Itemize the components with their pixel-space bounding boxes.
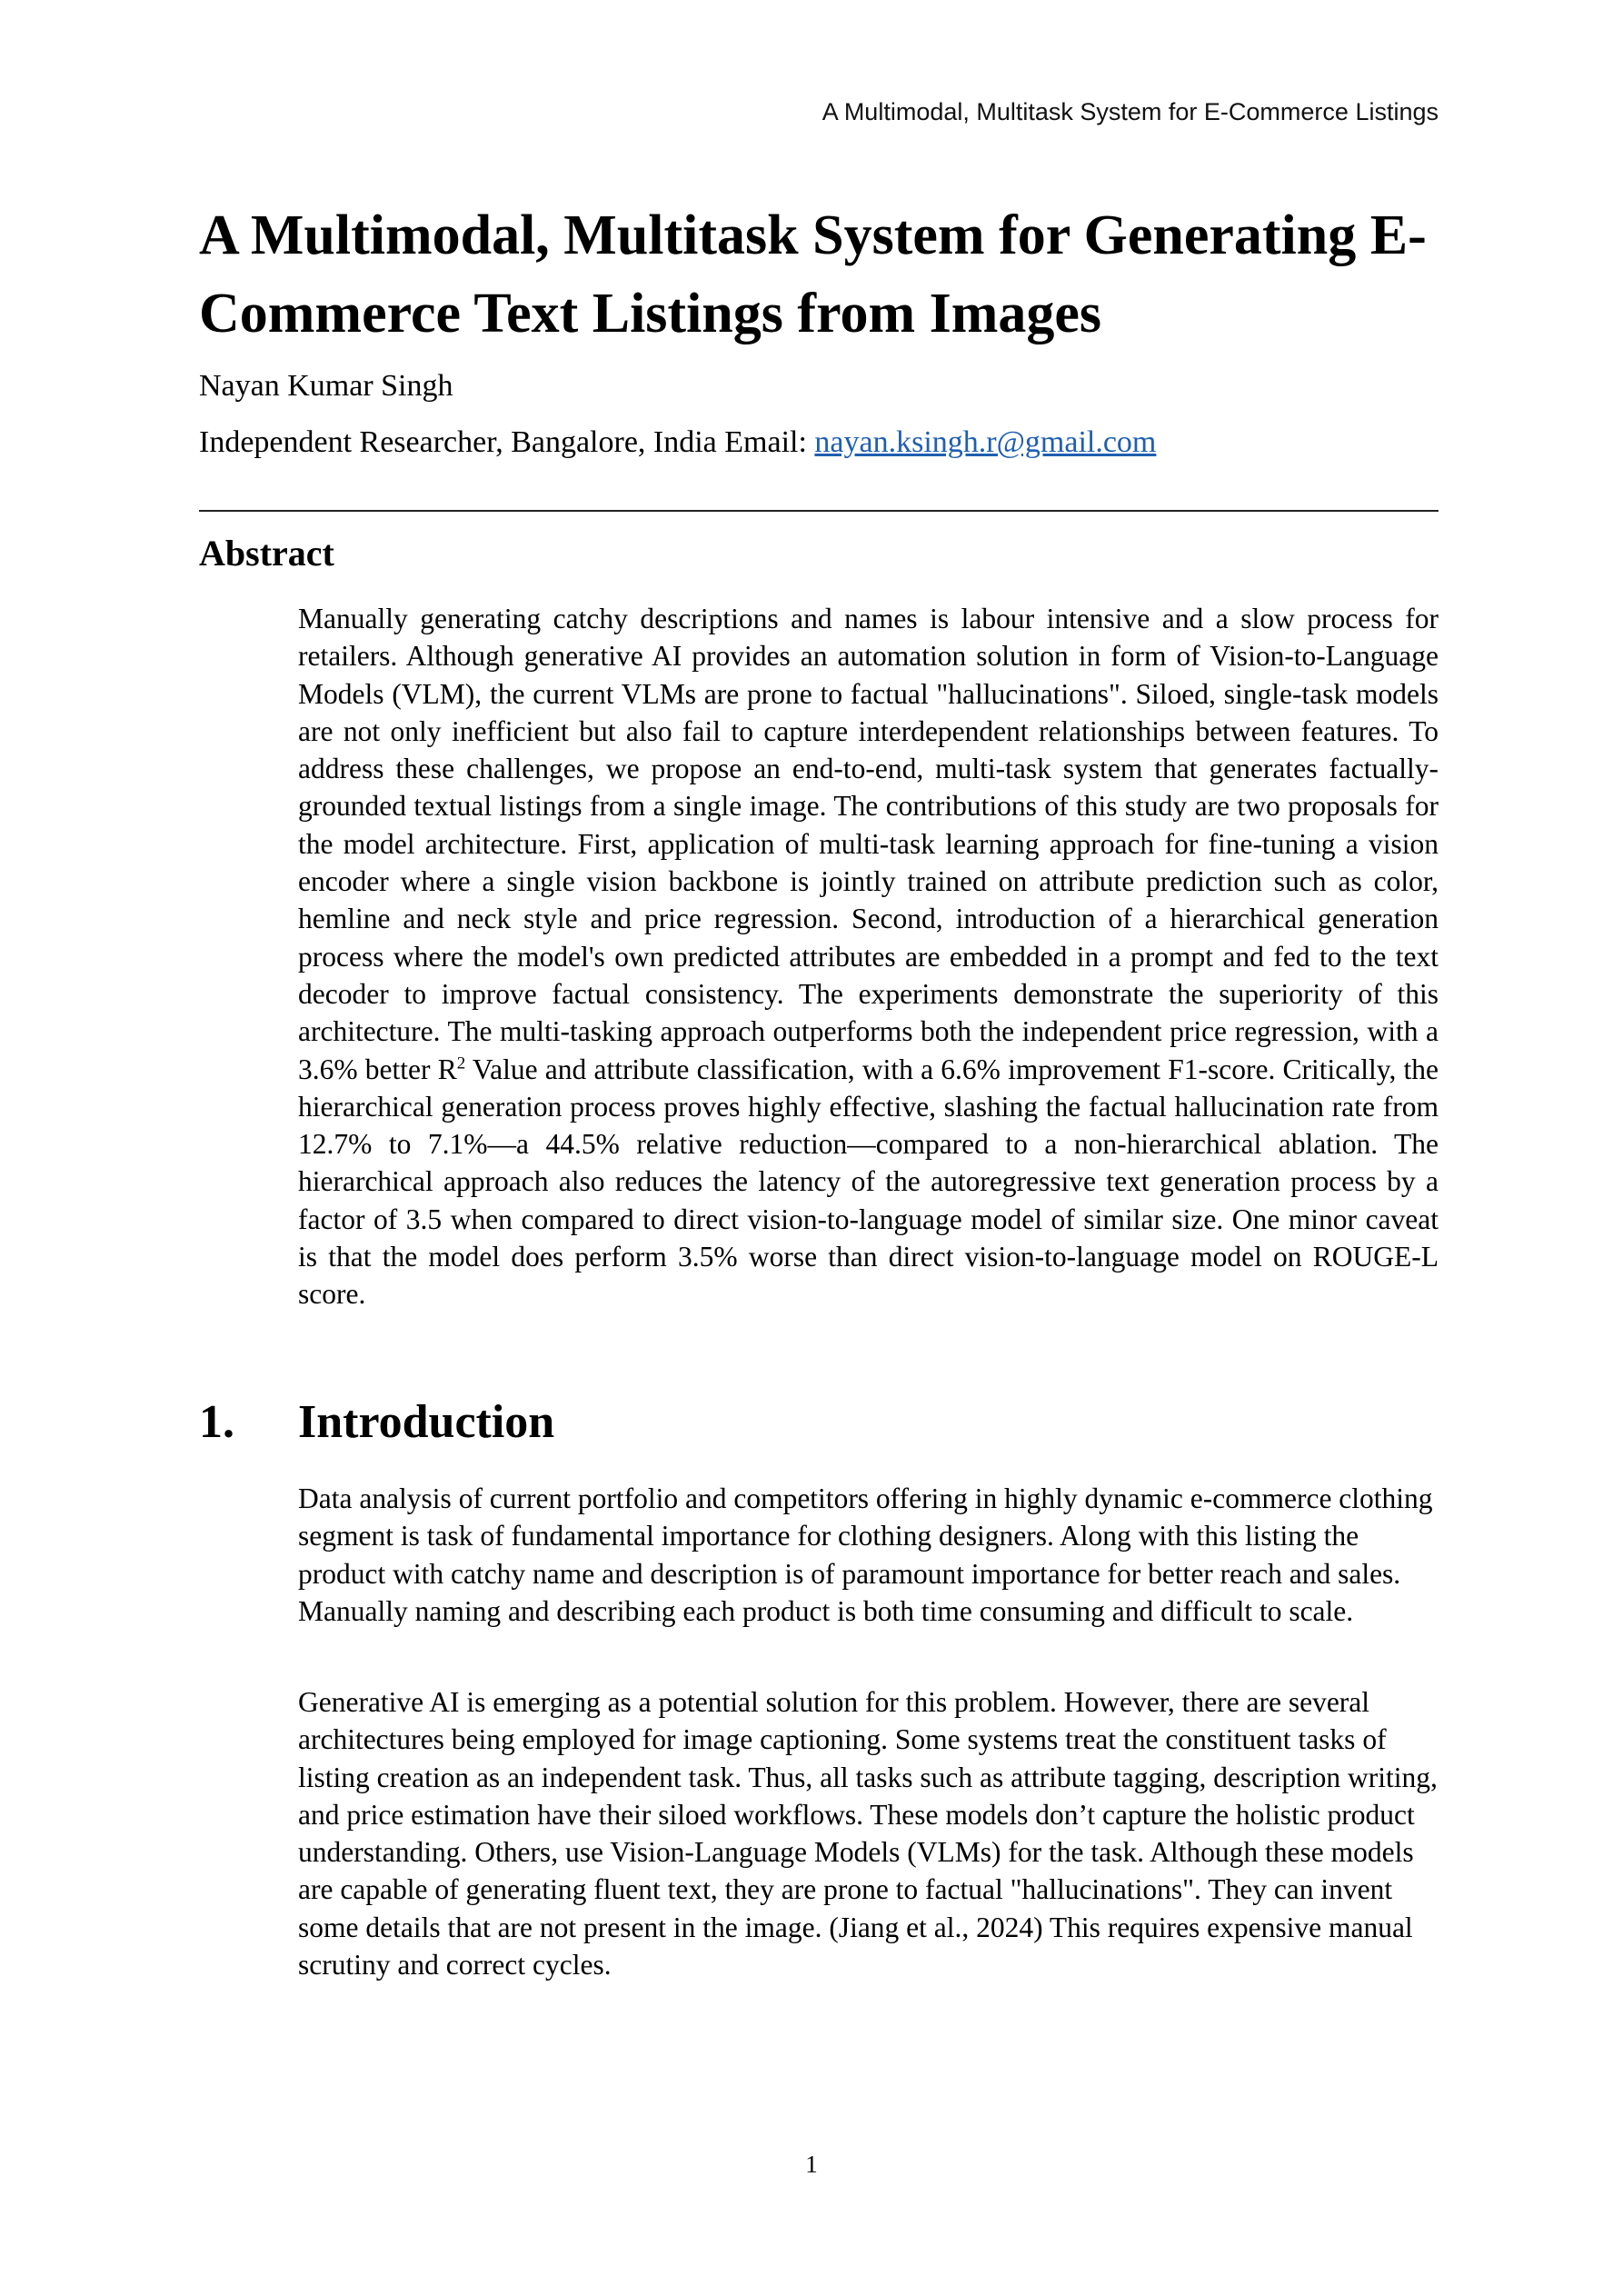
affiliation-text: Independent Researcher, Bangalore, India Email:	[199, 425, 815, 459]
abstract-heading: Abstract	[199, 533, 334, 574]
abstract-text-1: Manually generating catchy descriptions and names is labour intensive and a slow process for retailers. Although generative AI provides an automation solution in form of Vision-to-Language Models (VLM), the current VLMs are prone to factual "hallucinations". Siloed, single-task models are not only inefficient but also fail to capture interdependent relationships between features. To address these challenges, we propose an end-to-end, multi-task system that generates factually-grounded textual listings from a single image. The contributions of this study are two proposals for the model architecture. First, application of multi-task learning approach for fine-tuning a vision encoder where a single vision backbone is jointly trained on attribute prediction such as color, hemline and neck style and price regression. Second, introduction of a hierarchical generation process where the model's own predicted attributes are embedded in a prompt and fed to the text decoder to improve factual consistency. The experiments demonstrate the superiority of this architecture. The multi-tasking approach outperforms both the independent price regression, with a 3.6% better R	[298, 603, 1439, 1085]
section-title: Introduction	[298, 1396, 555, 1448]
title-divider	[199, 510, 1439, 512]
introduction-heading	[199, 1395, 554, 1449]
abstract-text-2: Value and attribute classification, with a 6.6% improvement F1-score. Critically, the hierarchical generation process proves highly effective, slashing the factual hallucination rate from 12.7% to 7.1%—a 44.5% relative reduction—compared to a non-hierarchical ablation. The hierarchical approach also reduces the latency of the autoregressive text generation process by a factor of 3.5 when compared to direct vision-to-language model of similar size. One minor caveat is that the model does perform 3.5% worse than direct vision-to-language model on ROUGE-L score.	[298, 1053, 1439, 1311]
page-number: 1	[805, 2151, 818, 2178]
affiliation	[199, 425, 1156, 460]
abstract-body	[298, 600, 1439, 1313]
intro-paragraph-2: Generative AI is emerging as a potential solution for this problem. However, there are several architectures being employed for image captioning. Some systems treat the constituent tasks of listing creation as an independent task. Thus, all tasks such as attribute tagging, description writing, and price estimation have their siloed workflows. These models don’t capture the holistic product understanding. Others, use Vision-Language Models (VLMs) for the task. Although these models are capable of generating fluent text, they are prone to factual "hallucinations". They can invent some details that are not present in the image. (Jiang et al., 2024) This requires expensive manual scrutiny and correct cycles.	[298, 1686, 1438, 1982]
superscript: 2	[456, 1053, 466, 1073]
paper-title: A Multimodal, Multitask System for Generating E-Commerce Text Listings from Images	[199, 205, 1427, 344]
section-number: 1.	[199, 1396, 234, 1448]
intro-paragraph-1: Data analysis of current portfolio and competitors offering in highly dynamic e-commerce clothing segment is task of fundamental importance for clothing designers. Along with this listing the product with catchy name and description is of paramount importance for better reach and sales. Manually naming and describing each product is both time consuming and difficult to scale.	[298, 1482, 1433, 1627]
running-header: A Multimodal, Multitask System for E-Commerce Listings	[821, 98, 1439, 125]
email-link[interactable]: nayan.ksingh.r@gmail.com	[814, 425, 1157, 459]
author-name: Nayan Kumar Singh	[199, 369, 453, 403]
